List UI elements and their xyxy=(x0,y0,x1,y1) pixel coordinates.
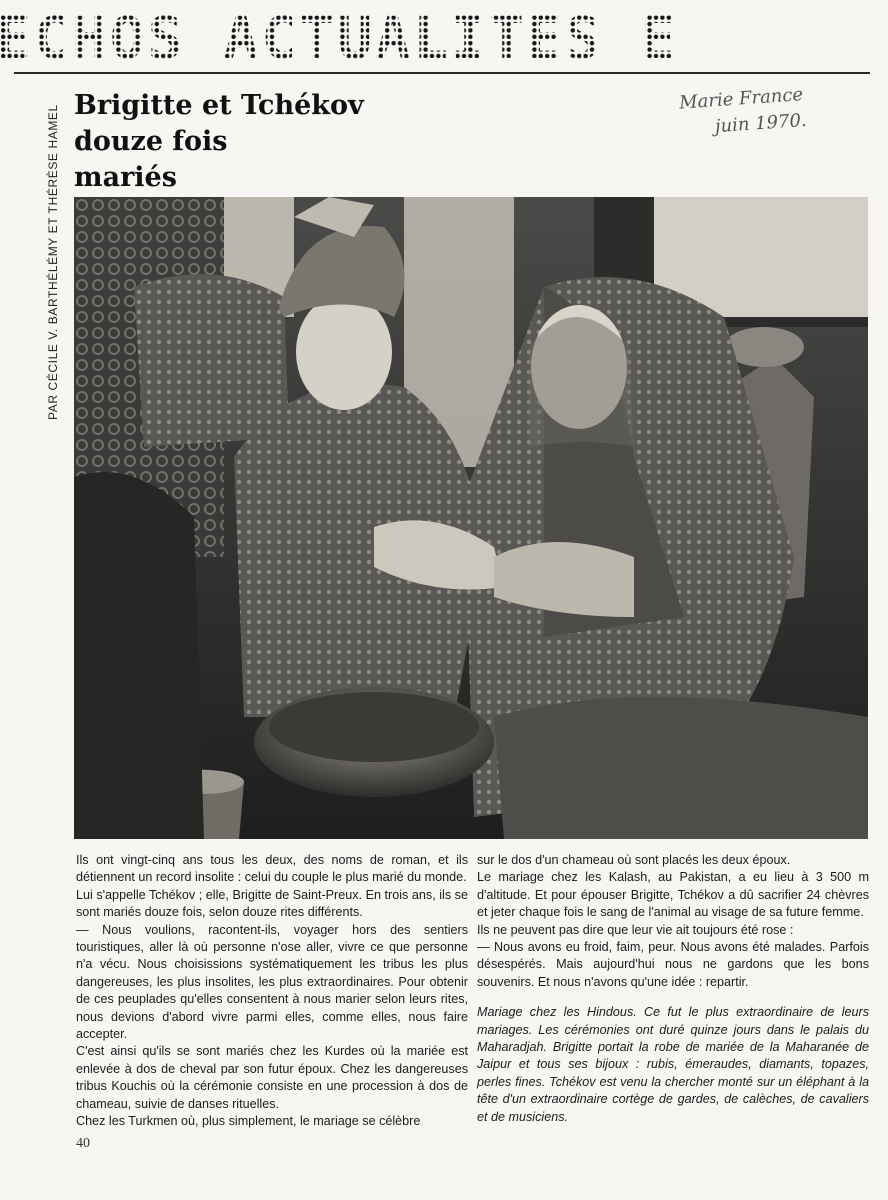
dot-matrix-banner xyxy=(0,8,888,66)
paragraph: Chez les Turkmen où, plus simplement, le mariage se célèbre xyxy=(76,1114,421,1129)
headline-line-2: douze fois xyxy=(74,126,228,157)
paragraph: — Nous avons eu froid, faim, peur. Nous avons été malades. Parfois désespérés. Mais aujourd'hui nous ne gardons que les bons souvenirs. Et nous n'avons qu'une idée : repartir. xyxy=(477,940,869,989)
header-rule xyxy=(14,72,870,74)
headline-line-1: Brigitte et Tchékov xyxy=(74,90,364,121)
wedding-photo xyxy=(74,197,868,839)
paragraph: Ils ont vingt-cinq ans tous les deux, des noms de roman, et ils détiennent un record insolite : celui du couple le plus marié du monde. xyxy=(76,853,468,885)
article-column-right xyxy=(477,852,869,1126)
headline-line-3: mariés xyxy=(74,162,177,193)
paragraph: — Nous voulions, racontent-ils, voyager hors des sentiers touristiques, aller là où personne n'ose aller, vivre ce que personne n'a vécu. Nous choisissions systématiquement les tribus les plus dangereuses, les plus insolites, les plus extraordinaires. Pour obtenir de ces peuplades qu'elles consentent à nous marier selon leurs rites, nous devions d'abord vivre parmi elles, comme elles, nous faire accepter. xyxy=(76,922,468,1042)
handwritten-line-2: juin 1970. xyxy=(714,109,808,138)
paragraph: Ils ne peuvent pas dire que leur vie ait toujours été rose : xyxy=(477,922,794,937)
handwritten-note xyxy=(678,77,871,142)
paragraph: Lui s'appelle Tchékov ; elle, Brigitte de Saint-Preux. En trois ans, ils se sont mariés douze fois, selon douze rites différents. xyxy=(76,887,468,920)
paragraph: C'est ainsi qu'ils se sont mariés chez les Kurdes où la mariée est enlevée à dos de cheval par son futur époux. Chez les dangereuses tribus Kouchis où la cérémonie consiste en une procession à dos de chameau, suivie de danses rituelles. xyxy=(76,1044,468,1111)
paragraph: sur le dos d'un chameau où sont placés les deux époux. xyxy=(477,853,791,867)
byline: PAR CÉCILE V. BARTHÉLÉMY ET THÉRÈSE HAMEL xyxy=(46,104,60,420)
paragraph: Le mariage chez les Kalash, au Pakistan, a eu lieu à 3 500 m d'altitude. Et pour épouser Brigitte, Tchékov a dû sacrifier 24 chèvres et jeter chaque fois le sang de l'animal au visage de sa future femme. xyxy=(477,870,869,920)
headline xyxy=(74,88,494,196)
page-number: 40 xyxy=(76,1136,90,1151)
photo-caption: Mariage chez les Hindous. Ce fut le plus extraordinaire de leurs mariages. Les cérémonies ont duré quinze jours dans le palais du Maharadjah. Brigitte portait la robe de mariée de la Maharanée de Jaipur et tous ses bijoux : rubis, émeraudes, diamants, topazes, perles fines. Tchékov est venu la chercher monté sur un éléphant à la tête d'un extraordinaire cortège de gardes, de calèches, de cavaliers et de musiciens. xyxy=(477,1005,869,1124)
handwritten-line-1: Marie France xyxy=(678,84,804,114)
article-column-left xyxy=(76,852,468,1131)
wedding-photo-illustration xyxy=(74,197,868,839)
